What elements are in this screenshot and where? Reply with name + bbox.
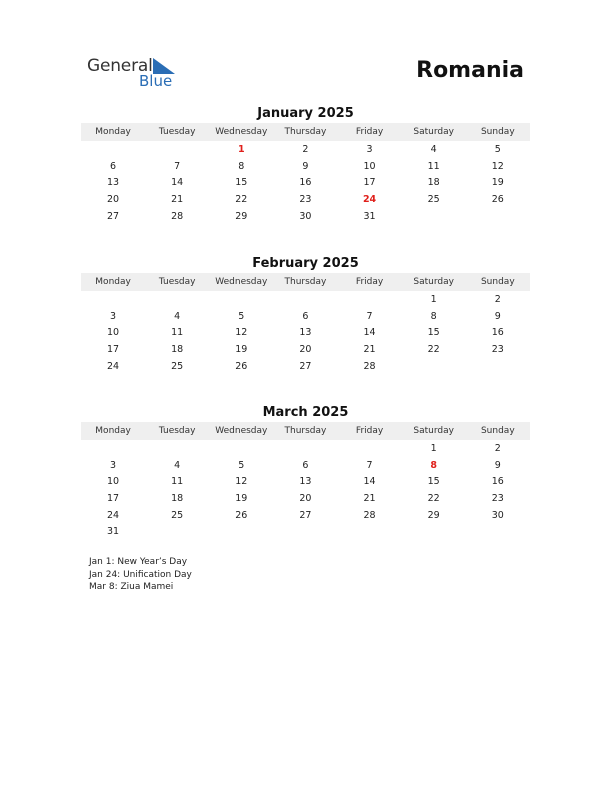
empty-day-cell	[273, 524, 337, 541]
empty-day-cell	[145, 441, 209, 458]
day-cell: 18	[171, 493, 184, 505]
logo-blue-text: Blue	[139, 72, 173, 90]
day-cell: 2	[302, 144, 309, 155]
empty-day-cell	[145, 142, 209, 159]
holiday-day-cell: 24	[362, 194, 377, 206]
empty-day-cell	[81, 292, 145, 309]
day-cell: 8	[238, 160, 245, 172]
weekday-label: Saturday	[413, 426, 454, 436]
day-cell: 11	[171, 476, 184, 488]
day-cell: 18	[171, 344, 184, 356]
day-cell: 11	[171, 327, 184, 339]
week-row	[81, 524, 530, 541]
empty-day-cell	[145, 292, 209, 309]
weekday-label: Wednesday	[215, 426, 268, 436]
day-cell: 18	[427, 177, 440, 189]
weekday-label: Sunday	[480, 426, 515, 436]
empty-day-cell	[466, 524, 530, 541]
empty-day-cell	[402, 209, 466, 226]
weekday-header-row	[81, 422, 530, 440]
weekday-label: Sunday	[480, 277, 515, 287]
week-row	[81, 142, 530, 159]
weekday-label: Thursday	[284, 426, 327, 436]
day-cell: 9	[302, 160, 309, 172]
day-cell: 22	[235, 194, 248, 206]
week-row	[81, 209, 530, 226]
day-cell: 14	[171, 177, 184, 189]
month-calendar	[81, 106, 530, 225]
weekday-label: Friday	[355, 277, 384, 287]
empty-day-cell	[209, 292, 273, 309]
day-cell: 3	[110, 459, 117, 471]
day-cell: 15	[427, 476, 440, 488]
holiday-note: Mar 8: Ziua Mamei	[89, 582, 174, 592]
day-cell: 7	[366, 459, 373, 471]
day-cell: 15	[427, 327, 440, 339]
week-row	[81, 325, 530, 342]
day-cell: 1	[430, 443, 437, 454]
empty-day-cell	[466, 359, 530, 376]
week-row	[81, 175, 530, 192]
day-cell: 5	[238, 459, 245, 471]
day-cell: 20	[299, 344, 312, 356]
week-row	[81, 359, 530, 376]
empty-day-cell	[273, 292, 337, 309]
day-cell: 29	[427, 509, 440, 521]
day-cell: 20	[107, 194, 120, 206]
day-cell: 26	[235, 360, 248, 372]
empty-day-cell	[402, 524, 466, 541]
weekday-label: Friday	[355, 426, 384, 436]
day-cell: 10	[363, 160, 376, 172]
empty-day-cell	[81, 441, 145, 458]
day-cell: 31	[107, 526, 120, 538]
day-cell: 6	[110, 160, 117, 172]
week-row	[81, 458, 530, 475]
day-cell: 17	[107, 344, 120, 356]
weekday-label: Monday	[95, 277, 131, 287]
day-cell: 10	[107, 476, 120, 488]
month-calendar	[81, 256, 530, 375]
weekday-label: Monday	[95, 127, 131, 137]
empty-day-cell	[338, 441, 402, 458]
day-cell: 6	[302, 459, 309, 471]
holiday-notes	[89, 556, 192, 594]
week-row	[81, 192, 530, 209]
day-cell: 29	[235, 210, 248, 222]
day-cell: 23	[491, 493, 504, 505]
day-cell: 5	[494, 144, 501, 155]
empty-day-cell	[338, 524, 402, 541]
week-row	[81, 159, 530, 176]
day-cell: 20	[299, 493, 312, 505]
day-cell: 4	[174, 310, 181, 322]
holiday-note: Jan 1: New Year’s Day	[89, 557, 188, 567]
day-cell: 2	[494, 294, 501, 305]
weekday-label: Thursday	[284, 127, 327, 137]
day-cell: 6	[302, 310, 309, 322]
day-cell: 12	[235, 327, 248, 339]
day-cell: 14	[363, 327, 376, 339]
week-row	[81, 342, 530, 359]
weekday-label: Sunday	[480, 127, 515, 137]
day-cell: 30	[491, 509, 504, 521]
day-cell: 16	[491, 327, 504, 339]
day-cell: 2	[494, 443, 501, 454]
day-cell: 5	[238, 310, 245, 322]
day-cell: 30	[299, 210, 312, 222]
day-cell: 13	[299, 476, 312, 488]
day-cell: 27	[107, 210, 120, 222]
day-cell: 17	[107, 493, 120, 505]
day-cell: 27	[299, 509, 312, 521]
empty-day-cell	[145, 524, 209, 541]
day-cell: 23	[491, 344, 504, 356]
day-cell: 7	[366, 310, 373, 322]
logo	[87, 56, 187, 92]
day-cell: 22	[427, 493, 440, 505]
day-cell: 24	[107, 509, 120, 521]
day-cell: 21	[363, 344, 376, 356]
day-cell: 23	[299, 194, 312, 206]
day-cell: 19	[235, 493, 248, 505]
country-title: Romania	[416, 58, 524, 83]
week-row	[81, 491, 530, 508]
day-cell: 9	[494, 310, 501, 322]
day-cell: 28	[363, 360, 376, 372]
empty-day-cell	[81, 142, 145, 159]
day-cell: 15	[235, 177, 248, 189]
day-cell: 28	[363, 509, 376, 521]
day-cell: 14	[363, 476, 376, 488]
weekday-label: Thursday	[284, 277, 327, 287]
weekday-label: Saturday	[413, 277, 454, 287]
day-cell: 12	[491, 160, 504, 172]
day-cell: 11	[427, 160, 440, 172]
weekday-header-row	[81, 273, 530, 291]
weekday-label: Monday	[95, 426, 131, 436]
day-cell: 25	[171, 509, 184, 521]
day-cell: 25	[427, 194, 440, 206]
month-title: January 2025	[257, 106, 354, 121]
day-cell: 24	[107, 360, 120, 372]
weekday-label: Friday	[355, 127, 384, 137]
day-cell: 16	[491, 476, 504, 488]
day-cell: 26	[491, 194, 504, 206]
week-row	[81, 474, 530, 491]
day-cell: 19	[235, 344, 248, 356]
day-cell: 21	[171, 194, 184, 206]
day-cell: 27	[299, 360, 312, 372]
day-cell: 19	[491, 177, 504, 189]
day-cell: 3	[110, 310, 117, 322]
empty-day-cell	[273, 441, 337, 458]
holiday-note: Jan 24: Unification Day	[89, 569, 192, 580]
day-cell: 13	[299, 327, 312, 339]
weekday-label: Wednesday	[215, 277, 268, 287]
month-calendar	[81, 405, 530, 541]
day-cell: 1	[430, 294, 437, 305]
day-cell: 7	[174, 160, 181, 172]
day-cell: 9	[494, 459, 501, 471]
day-cell: 26	[235, 509, 248, 521]
week-row	[81, 508, 530, 525]
holiday-day-cell: 1	[238, 144, 245, 155]
empty-day-cell	[209, 524, 273, 541]
empty-day-cell	[338, 292, 402, 309]
weekday-header-row	[81, 123, 530, 141]
day-cell: 16	[299, 177, 312, 189]
weekday-label: Tuesday	[158, 277, 196, 287]
week-row	[81, 441, 530, 458]
empty-day-cell	[209, 441, 273, 458]
logo-general-text: General	[87, 56, 153, 76]
day-cell: 31	[363, 210, 376, 222]
empty-day-cell	[402, 359, 466, 376]
day-cell: 3	[366, 144, 373, 155]
day-cell: 28	[171, 210, 184, 222]
week-row	[81, 292, 530, 309]
week-row	[81, 309, 530, 326]
day-cell: 17	[363, 177, 376, 189]
day-cell: 12	[235, 476, 248, 488]
weekday-label: Tuesday	[158, 127, 196, 137]
day-cell: 25	[171, 360, 184, 372]
day-cell: 22	[427, 344, 440, 356]
holiday-day-cell: 8	[430, 459, 437, 471]
day-cell: 4	[174, 459, 181, 471]
weekday-label: Saturday	[413, 127, 454, 137]
weekday-label: Tuesday	[158, 426, 196, 436]
day-cell: 10	[107, 327, 120, 339]
day-cell: 8	[430, 310, 437, 322]
day-cell: 4	[430, 144, 437, 155]
month-title: February 2025	[252, 256, 359, 271]
month-title: March 2025	[262, 405, 349, 420]
weekday-label: Wednesday	[215, 127, 268, 137]
day-cell: 21	[363, 493, 376, 505]
empty-day-cell	[466, 209, 530, 226]
day-cell: 13	[107, 177, 120, 189]
